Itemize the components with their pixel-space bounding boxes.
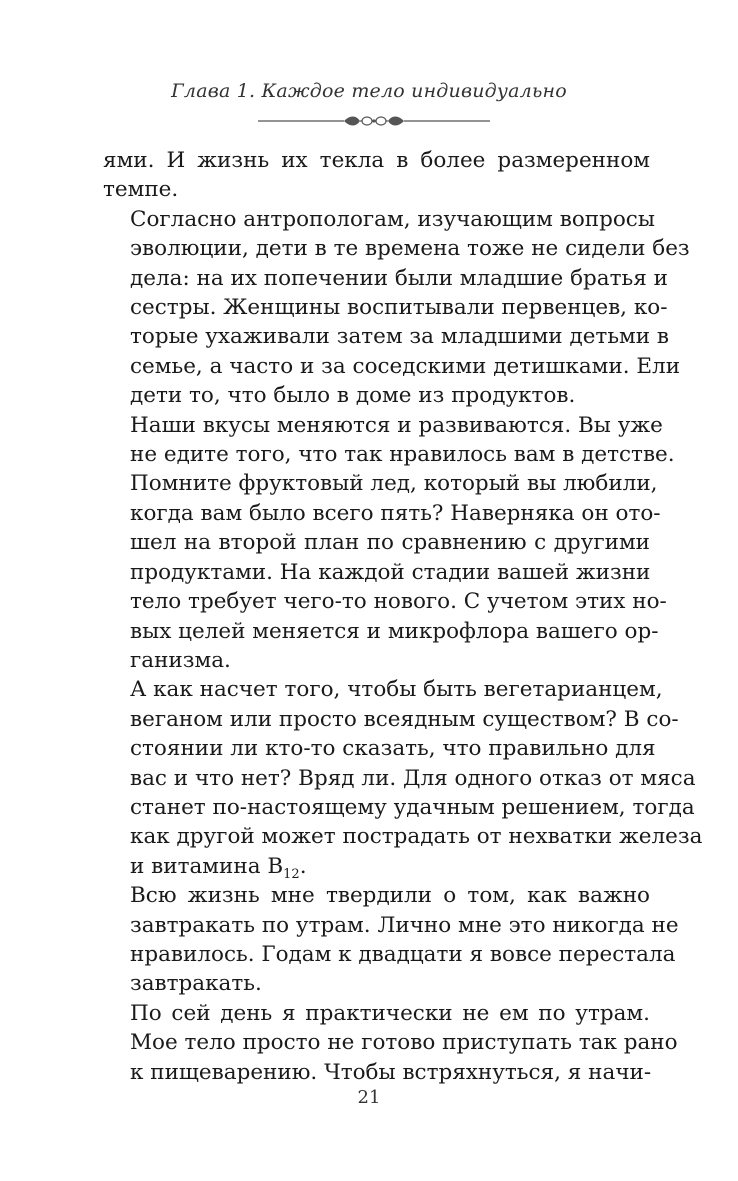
text-line: Согласно антропологам, изучающим вопросы	[130, 206, 655, 232]
text-line: станет по-настоящему удачным решением, тогда	[130, 794, 695, 820]
text-line: веганом или просто всеядным существом? В со-	[130, 706, 679, 732]
paragraph-5	[103, 881, 679, 999]
paragraph-3	[103, 411, 675, 676]
text-line: Всю жизнь мне твердили о том, как важно	[130, 883, 650, 909]
text-line: стоянии ли кто-то сказать, что правильно для	[130, 736, 656, 762]
text-line: дети то, что было в доме из продуктов.	[130, 383, 576, 409]
text-line: семье, а часто и за соседскими детишками. Ели	[130, 353, 681, 379]
text-line: торые ухаживали затем за младшими детьми в	[130, 324, 670, 350]
text-line: ганизма.	[130, 647, 231, 673]
text-line: к пищеварению. Чтобы встряхнуться, я начи-	[130, 1059, 652, 1085]
text-line	[103, 852, 650, 881]
text-line: сестры. Женщины воспитывали первенцев, ко-	[130, 295, 668, 321]
text-line: завтракать.	[130, 971, 262, 997]
text-line: продуктами. На каждой стадии вашей жизни	[130, 559, 651, 585]
text-fragment: и витамина B	[130, 853, 284, 879]
subscript: 12	[283, 866, 300, 882]
paragraph-6	[103, 999, 678, 1087]
text-line: вас и что нет? Вряд ли. Для одного отказ от мяса	[130, 765, 696, 791]
text-line: эволюции, дети в те времена тоже не сидели без	[130, 236, 690, 262]
page-number: 21	[357, 1087, 381, 1108]
text-line: не едите того, что так нравилось вам в детстве.	[130, 442, 675, 468]
text-line: как другой может пострадать от нехватки железа	[130, 824, 703, 850]
text-line: нравилось. Годам к двадцати я вовсе перестала	[130, 941, 676, 967]
text-line: Помните фруктовый лед, который вы любили,	[130, 471, 658, 497]
text-line: ями. И жизнь их текла в более размеренном	[103, 148, 650, 173]
body-text	[103, 146, 703, 1087]
text-fragment: .	[299, 853, 307, 879]
text-line: шел на второй план по сравнению с другими	[130, 530, 650, 556]
text-line: Наши вкусы меняются и развиваются. Вы уже	[130, 412, 663, 438]
paragraph-1	[103, 146, 650, 205]
text-line: А как насчет того, чтобы быть вегетарианцем,	[130, 677, 663, 703]
text-line: По сей день я практически не ем по утрам.	[130, 1000, 650, 1026]
paragraph-4	[103, 675, 703, 882]
text-line: дела: на их попечении были младшие братья и	[130, 265, 668, 291]
text-line: Мое тело просто не готово приступать так рано	[130, 1030, 678, 1056]
text-line: завтракать по утрам. Лично мне это никогда не	[130, 912, 679, 938]
text-line: вых целей меняется и микрофлора вашего ор-	[130, 618, 659, 644]
running-head: Глава 1. Каждое тело индивидуально	[171, 80, 567, 102]
text-line: когда вам было всего пять? Наверняка он ото-	[130, 500, 661, 526]
paragraph-2	[103, 205, 690, 411]
text-line: темпе.	[103, 177, 179, 203]
text-line: тело требует чего-то нового. С учетом этих но-	[130, 589, 667, 615]
decorative-flourish-icon	[258, 112, 490, 130]
